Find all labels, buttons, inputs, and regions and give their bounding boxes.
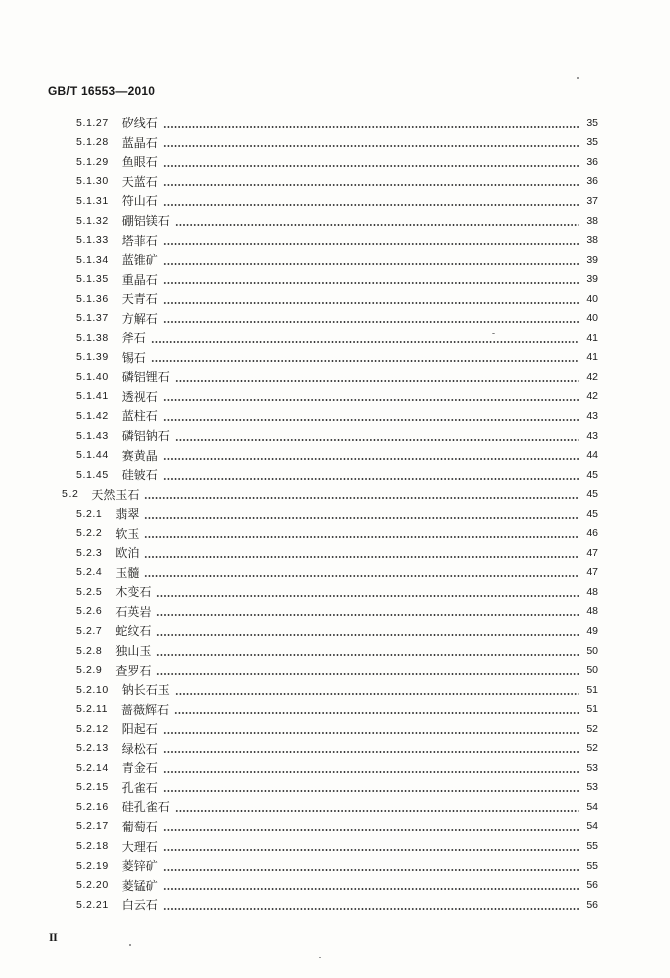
toc-entry — [0, 797, 670, 817]
dot-leader — [163, 908, 579, 910]
toc-entry — [0, 739, 670, 759]
toc-entry — [0, 641, 670, 661]
toc-entry-title: 天蓝石 — [121, 174, 158, 189]
toc-entry-page: 51 — [586, 703, 598, 716]
toc-entry-number: 5.1.43 — [76, 429, 109, 442]
toc-entry-number: 5.1.31 — [76, 194, 109, 207]
toc-entry-title: 斧石 — [121, 331, 146, 346]
standard-code-header: GB/T 16553—2010 — [48, 84, 156, 98]
dot-leader — [175, 224, 579, 226]
toc-entry — [0, 582, 670, 602]
toc-entry-page: 54 — [586, 800, 598, 813]
dot-leader — [156, 654, 579, 656]
dot-leader — [144, 536, 579, 538]
toc-entry — [0, 758, 670, 778]
toc-entry-number: 5.2.2 — [76, 527, 103, 540]
dot-leader — [163, 458, 579, 460]
toc-entry-page: 39 — [586, 253, 598, 266]
toc-entry-number: 5.1.32 — [76, 214, 109, 227]
toc-entry-page: 43 — [586, 429, 598, 442]
toc-entry-number: 5.2.12 — [76, 722, 109, 735]
toc-entry-title: 阳起石 — [121, 722, 158, 737]
toc-entry-page: 53 — [586, 761, 598, 774]
toc-entry — [0, 348, 670, 368]
toc-entry-page: 38 — [586, 214, 598, 227]
toc-entry-page: 41 — [586, 351, 598, 364]
toc-entry — [0, 308, 670, 328]
toc-entry — [0, 152, 670, 172]
toc-entry-title: 大理石 — [121, 839, 158, 854]
toc-entry-page: 51 — [586, 683, 598, 696]
toc-entry-page: 47 — [586, 546, 598, 559]
toc-entry — [0, 230, 670, 250]
dot-leader — [163, 126, 579, 128]
toc-entry — [0, 269, 670, 289]
toc-entry-number: 5.2.21 — [76, 898, 109, 911]
toc-entry-title: 绿松石 — [121, 741, 158, 756]
toc-entry-title: 欧泊 — [115, 546, 140, 561]
toc-entry-title: 天青石 — [121, 292, 158, 307]
toc-entry — [0, 426, 670, 446]
toc-entry — [0, 445, 670, 465]
toc-entry-title: 磷铝锂石 — [121, 370, 170, 385]
toc-entry-number: 5.1.42 — [76, 409, 109, 422]
toc-entry-number: 5.2.10 — [76, 683, 109, 696]
toc-entry — [0, 563, 670, 583]
scan-speck — [577, 77, 579, 79]
toc-entry — [0, 211, 670, 231]
toc-entry-number: 5.2.8 — [76, 644, 103, 657]
toc-entry-page: 41 — [586, 331, 598, 344]
toc-entry-page: 39 — [586, 273, 598, 286]
dot-leader — [175, 693, 579, 695]
toc-entry-title: 矽线石 — [121, 116, 158, 131]
toc-entry-page: 36 — [586, 155, 598, 168]
toc-entry-title: 孔雀石 — [121, 780, 158, 795]
dot-leader — [163, 829, 579, 831]
toc-entry-number: 5.1.28 — [76, 136, 109, 149]
toc-entry-page: 36 — [586, 175, 598, 188]
toc-entry-title: 钠长石玉 — [121, 683, 170, 698]
toc-entry-number: 5.2.1 — [76, 507, 103, 520]
dot-leader — [163, 282, 579, 284]
scan-speck — [319, 957, 321, 958]
toc-entry — [0, 387, 670, 407]
toc-entry-title: 蓝柱石 — [121, 409, 158, 424]
toc-entry-page: 42 — [586, 370, 598, 383]
dot-leader — [163, 184, 579, 186]
toc-entry-page: 50 — [586, 644, 598, 657]
dot-leader — [156, 595, 579, 597]
toc-entry-page: 45 — [586, 507, 598, 520]
dot-leader — [163, 869, 579, 871]
toc-entry-title: 透视石 — [121, 389, 158, 404]
toc-entry-number: 5.2.13 — [76, 742, 109, 755]
toc-entry — [0, 778, 670, 798]
toc-entry-page: 56 — [586, 879, 598, 892]
dot-leader — [175, 810, 579, 812]
toc-entry — [0, 465, 670, 485]
toc-entry-number: 5.2.11 — [76, 703, 109, 716]
toc-entry-title: 磷铝钠石 — [121, 429, 170, 444]
toc-entry-title: 硅铍石 — [121, 468, 158, 483]
dot-leader — [163, 302, 579, 304]
dot-leader — [163, 165, 579, 167]
toc-entry-page: 56 — [586, 898, 598, 911]
dot-leader — [163, 849, 579, 851]
toc-entry-number: 5.1.36 — [76, 292, 109, 305]
toc-entry-number: 5.2.19 — [76, 859, 109, 872]
toc-entry — [0, 523, 670, 543]
toc-entry-number: 5.1.41 — [76, 390, 109, 403]
toc-entry — [0, 250, 670, 270]
toc-entry-number: 5.2.7 — [76, 624, 103, 637]
dot-leader — [163, 145, 579, 147]
toc-entry-page: 50 — [586, 664, 598, 677]
toc-entry-title: 蛇纹石 — [115, 624, 152, 639]
toc-entry-title: 鱼眼石 — [121, 155, 158, 170]
toc-entry-number: 5.2.6 — [76, 605, 103, 618]
toc-entry — [0, 172, 670, 192]
toc-entry-title: 赛黄晶 — [121, 448, 158, 463]
dot-leader — [163, 732, 579, 734]
toc-entry-title: 塔菲石 — [121, 233, 158, 248]
toc-entry-title: 独山玉 — [115, 644, 152, 659]
toc-entry-title: 青金石 — [121, 761, 158, 776]
toc-entry-number: 5.2.18 — [76, 840, 109, 852]
dot-leader — [163, 321, 579, 323]
toc-entry-number: 5.1.38 — [76, 331, 109, 344]
toc-entry-page: 44 — [586, 449, 598, 462]
dot-leader — [144, 556, 579, 558]
toc-section-entry — [0, 484, 670, 504]
dot-leader — [174, 712, 579, 714]
dot-leader — [156, 614, 579, 616]
toc-entry-number: 5.2.15 — [76, 781, 109, 794]
toc-entry-number: 5.2.20 — [76, 879, 109, 892]
toc-entry-number: 5.1.45 — [76, 468, 109, 481]
dot-leader — [144, 517, 579, 519]
toc-entry-title: 天然玉石 — [91, 487, 140, 502]
toc-entry — [0, 836, 670, 856]
toc-entry-number: 5.2.5 — [76, 585, 103, 598]
toc-entry-title: 菱锌矿 — [121, 859, 158, 874]
toc-entry-title: 重晶石 — [121, 272, 158, 287]
toc-entry — [0, 699, 670, 719]
toc-entry — [0, 133, 670, 153]
toc-entry — [0, 289, 670, 309]
toc-entry-page: 48 — [586, 585, 598, 598]
toc-entry-page: 47 — [586, 566, 598, 579]
toc-entry — [0, 406, 670, 426]
toc-entry — [0, 895, 670, 915]
toc-entry-page: 48 — [586, 605, 598, 618]
toc-entry — [0, 543, 670, 563]
toc-entry-page: 54 — [586, 820, 598, 833]
toc-entry-title: 硅孔雀石 — [121, 800, 170, 815]
toc-entry-title: 葡萄石 — [121, 819, 158, 834]
dot-leader — [163, 790, 579, 792]
toc-entry-page: 55 — [586, 840, 598, 852]
table-of-contents — [0, 113, 670, 914]
toc-entry-number: 5.1.35 — [76, 273, 109, 286]
toc-entry — [0, 680, 670, 700]
toc-entry-number: 5.2.3 — [76, 546, 103, 559]
toc-entry-number: 5.2.4 — [76, 566, 103, 579]
toc-entry-page: 49 — [586, 624, 598, 637]
dot-leader — [163, 478, 579, 480]
toc-entry-page: 55 — [586, 859, 598, 872]
toc-entry-page: 46 — [586, 527, 598, 540]
scan-speck — [492, 333, 495, 334]
dot-leader — [163, 399, 579, 401]
dot-leader — [163, 888, 579, 890]
dot-leader — [163, 243, 579, 245]
toc-entry-page: 45 — [586, 468, 598, 481]
toc-entry — [0, 856, 670, 876]
toc-entry — [0, 328, 670, 348]
toc-entry-page: 40 — [586, 292, 598, 305]
page-number-footer: II — [49, 930, 58, 944]
toc-entry — [0, 875, 670, 895]
dot-leader — [163, 771, 579, 773]
toc-entry-title: 翡翠 — [115, 507, 140, 522]
toc-entry-number: 5.1.44 — [76, 449, 109, 462]
dot-leader — [163, 751, 579, 753]
toc-entry-title: 查罗石 — [115, 663, 152, 678]
dot-leader — [163, 263, 579, 265]
toc-entry-page: 53 — [586, 781, 598, 794]
toc-entry-number: 5.2.17 — [76, 820, 109, 833]
toc-entry-page: 42 — [586, 390, 598, 403]
toc-entry-title: 白云石 — [121, 898, 158, 913]
toc-entry — [0, 660, 670, 680]
toc-entry-number: 5.2.14 — [76, 761, 109, 774]
toc-entry — [0, 719, 670, 739]
toc-entry-number: 5.1.39 — [76, 351, 109, 364]
toc-entry-page: 35 — [586, 136, 598, 149]
dot-leader — [175, 380, 579, 382]
toc-entry-number: 5.1.37 — [76, 312, 109, 325]
toc-entry-page: 52 — [586, 722, 598, 735]
toc-entry-title: 方解石 — [121, 311, 158, 326]
toc-entry-number: 5.2.16 — [76, 800, 109, 813]
toc-entry-number: 5.1.27 — [76, 116, 109, 129]
toc-entry-page: 45 — [586, 488, 598, 501]
toc-entry-title: 锡石 — [121, 350, 146, 365]
toc-entry-number: 5.1.33 — [76, 234, 109, 247]
toc-entry — [0, 367, 670, 387]
dot-leader — [175, 439, 579, 441]
toc-entry-number: 5.1.30 — [76, 175, 109, 188]
toc-entry-page: 38 — [586, 234, 598, 247]
toc-entry — [0, 113, 670, 133]
toc-entry-title: 蓝锥矿 — [121, 253, 158, 268]
toc-entry-title: 蓝晶石 — [121, 135, 158, 150]
scan-speck — [129, 944, 131, 946]
dot-leader — [163, 419, 579, 421]
toc-entry — [0, 817, 670, 837]
toc-entry-number: 5.2.9 — [76, 664, 103, 677]
toc-entry — [0, 504, 670, 524]
dot-leader — [156, 634, 579, 636]
toc-entry-page: 35 — [586, 116, 598, 129]
toc-entry-title: 菱锰矿 — [121, 878, 158, 893]
dot-leader — [144, 575, 579, 577]
toc-entry-page: 40 — [586, 312, 598, 325]
toc-entry — [0, 191, 670, 211]
toc-entry-title: 软玉 — [115, 526, 140, 541]
toc-entry — [0, 621, 670, 641]
toc-entry-title: 硼铝镁石 — [121, 214, 170, 228]
toc-entry-number: 5.2 — [62, 488, 79, 501]
dot-leader — [144, 497, 579, 499]
toc-entry-title: 木变石 — [115, 585, 152, 600]
toc-entry — [0, 602, 670, 622]
dot-leader — [151, 360, 579, 362]
dot-leader — [151, 341, 579, 343]
toc-entry-number: 5.1.34 — [76, 253, 109, 266]
toc-entry-title: 蔷薇辉石 — [121, 702, 170, 717]
toc-entry-number: 5.1.29 — [76, 155, 109, 168]
toc-entry-page: 37 — [586, 194, 598, 207]
toc-entry-page: 43 — [586, 409, 598, 422]
toc-entry-page: 52 — [586, 742, 598, 755]
toc-entry-title: 符山石 — [121, 194, 158, 209]
dot-leader — [163, 204, 579, 206]
toc-entry-title: 石英岩 — [115, 604, 152, 619]
toc-entry-title: 玉髓 — [115, 565, 140, 580]
toc-entry-number: 5.1.40 — [76, 370, 109, 383]
dot-leader — [156, 673, 579, 675]
